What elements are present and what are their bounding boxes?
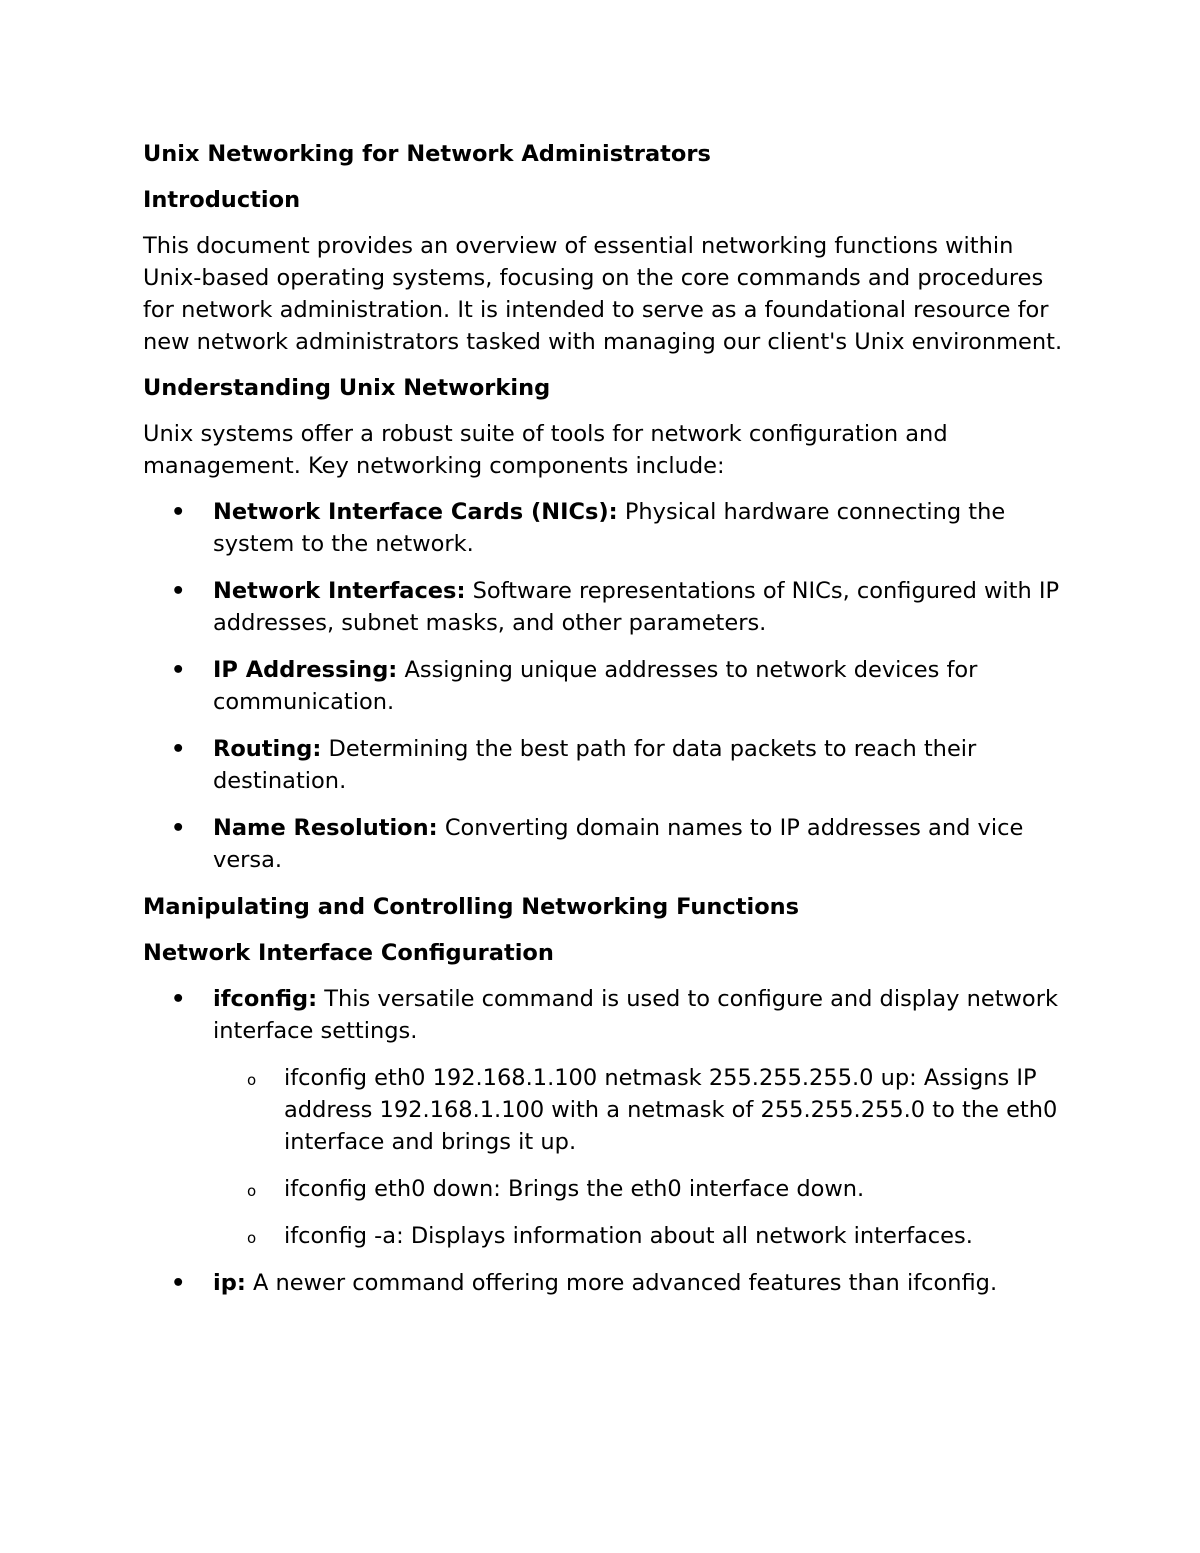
bullet-icon: • [171,986,186,1012]
example-text: ifconfig eth0 down: Brings the eth0 interface down. [284,1176,865,1202]
list-item [143,733,1068,797]
command-description: A newer command offering more advanced features than ifconfig. [245,1270,998,1296]
document-page [143,138,1068,1314]
sub-bullet-icon: o [247,1071,257,1089]
bullet-icon: • [171,736,186,762]
manipulating-heading: Manipulating and Controlling Networking Functions [143,894,800,920]
item-term: Routing: [213,736,322,762]
list-item [143,812,1068,876]
item-description: Determining the best path for data packets to reach their destination. [213,736,977,794]
list-item [143,575,1068,639]
bullet-icon: • [171,1270,186,1296]
bullet-icon: • [171,657,186,683]
example-item [213,1173,1068,1205]
item-description: Converting domain names to IP addresses and vice versa. [213,815,1024,873]
command-description: This versatile command is used to configure and display network interface settings. [213,986,1058,1044]
document-title: Unix Networking for Network Administrators [143,141,711,167]
item-description: Software representations of NICs, configured with IP addresses, subnet masks, and other parameters. [213,578,1060,636]
item-description: Physical hardware connecting the system to the network. [213,499,1006,557]
list-item [143,496,1068,560]
understanding-heading: Understanding Unix Networking [143,375,551,401]
example-text: ifconfig eth0 192.168.1.100 netmask 255.255.255.0 up: Assigns IP address 192.168.1.100 with a netmask of 255.255.255.0 to the eth0 interface and brings it up. [284,1065,1058,1155]
list-item [143,654,1068,718]
command-term: ip: [213,1270,246,1296]
examples-list [213,1062,1068,1252]
components-list [143,496,1068,876]
intro-paragraph: This document provides an overview of essential networking functions within Unix-based operating systems, focusing on the core commands and procedures for network administration. It is intended to serve as a foundational resource for new network administrators tasked with managing our client's Unix environment. [143,233,1063,355]
intro-heading: Introduction [143,187,301,213]
bullet-icon: • [171,578,186,604]
commands-list [143,983,1068,1299]
list-item [143,983,1068,1252]
item-term: Network Interface Cards (NICs): [213,499,618,525]
example-text: ifconfig -a: Displays information about all network interfaces. [284,1223,973,1249]
bullet-icon: • [171,499,186,525]
list-item [143,1267,1068,1299]
understanding-paragraph: Unix systems offer a robust suite of tools for network configuration and management. Key networking components include: [143,421,948,479]
interface-config-subheading: Network Interface Configuration [143,940,554,966]
command-term: ifconfig: [213,986,318,1012]
item-term: Network Interfaces: [213,578,466,604]
bullet-icon: • [171,815,186,841]
example-item [213,1062,1068,1158]
item-term: Name Resolution: [213,815,438,841]
item-term: IP Addressing: [213,657,398,683]
sub-bullet-icon: o [247,1229,257,1247]
example-item [213,1220,1068,1252]
sub-bullet-icon: o [247,1182,257,1200]
item-description: Assigning unique addresses to network devices for communication. [213,657,978,715]
